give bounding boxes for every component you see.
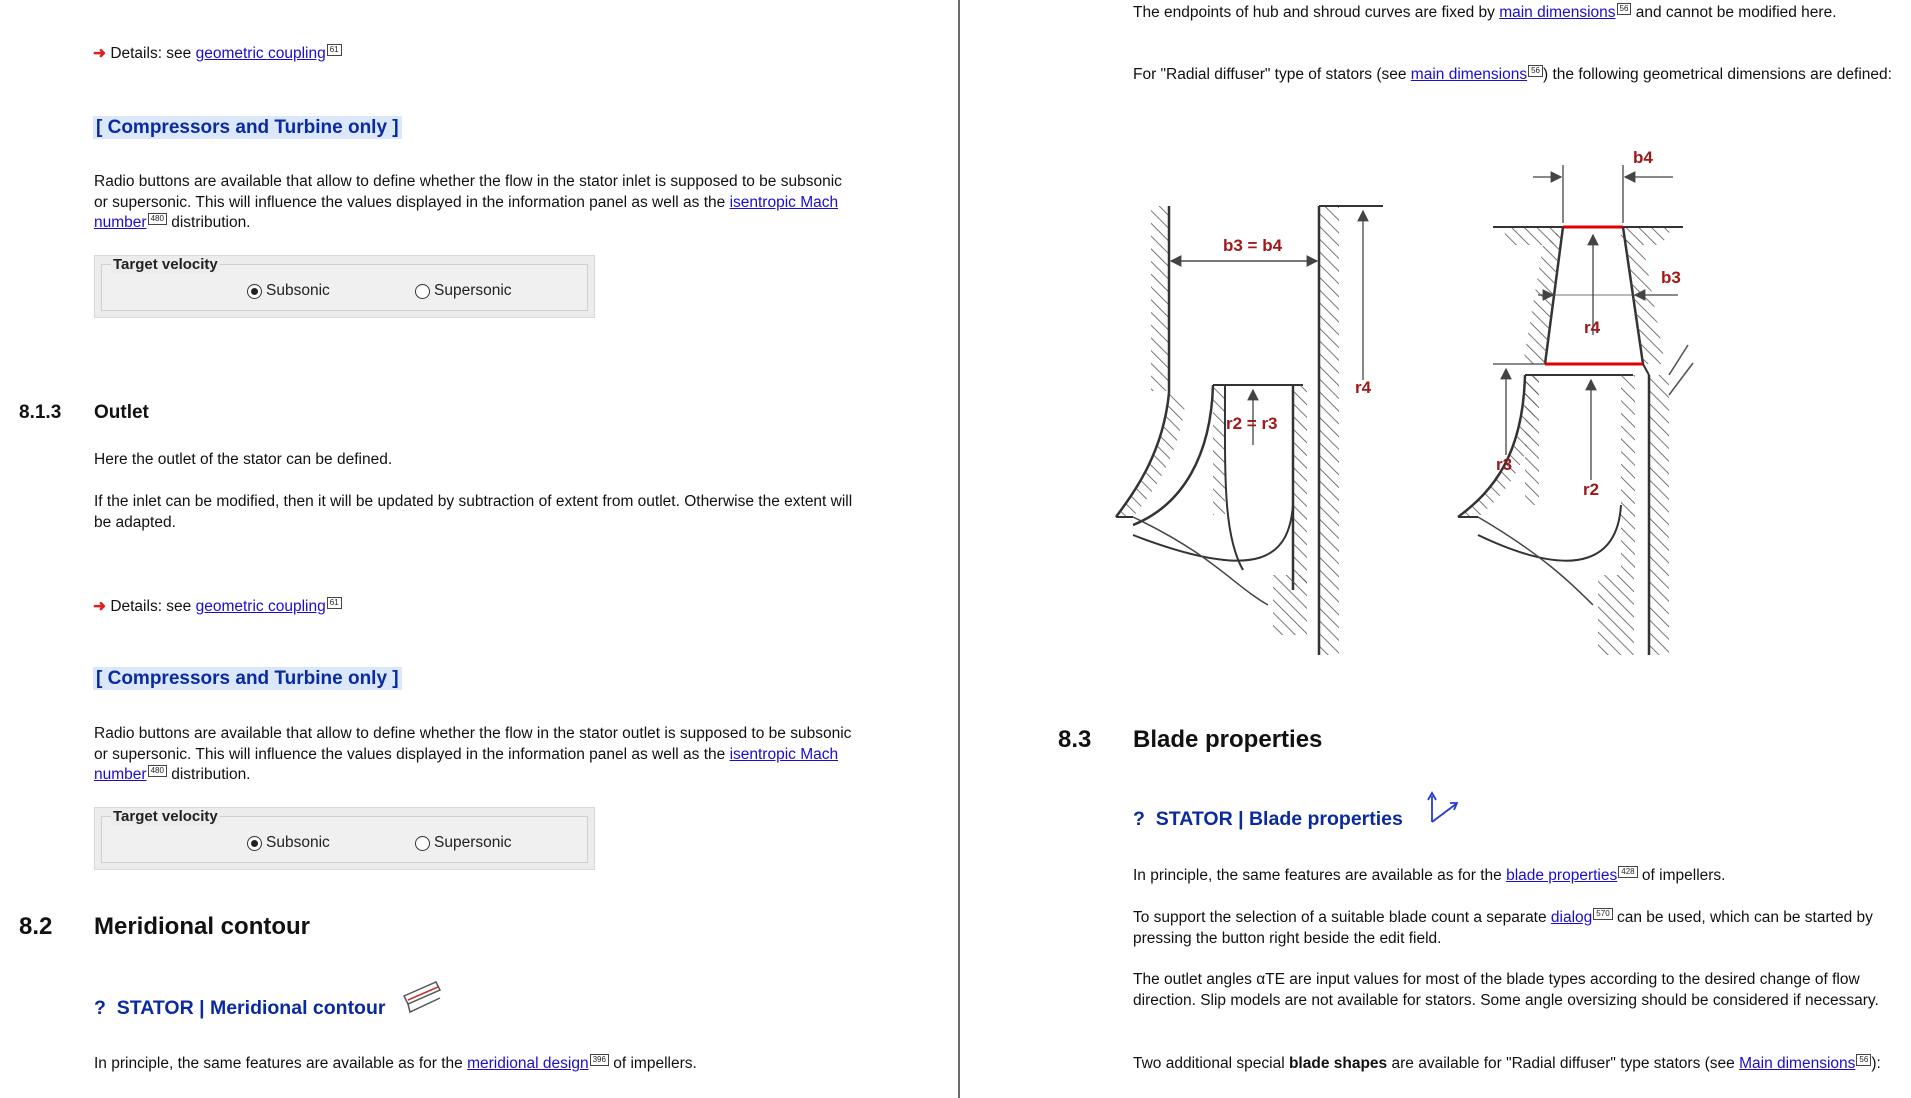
diverging-wall-diagram [1458,148,1693,655]
page-ref: 56 [1528,65,1543,77]
label-b3: b3 [1661,268,1681,287]
page-ref: 61 [327,44,342,56]
dialog-link[interactable]: dialog [1550,909,1593,926]
label-r4-right: r4 [1584,318,1601,337]
outlet-flow-paragraph: Radio buttons are available that allow to define whether the flow in the stator outlet is supposed to be subsonic or supersonic. This will influence the values displayed in the information panel as well as the isentropic Mach number 480 distribution. [94,725,852,783]
stator-blade-heading: ? STATOR | Blade properties [1133,808,1403,830]
outlet-paragraph-1: Here the outlet of the stator can be defined. [94,451,393,468]
radial-diffuser-figure [1113,135,1773,655]
outlet-heading: Outlet [94,402,149,423]
subsonic-radio[interactable]: Subsonic [247,834,330,852]
label-r3: r3 [1496,455,1513,474]
meridional-contour-heading: Meridional contour [94,913,310,940]
blade-paragraph-4: Two additional special blade shapes are available for "Radial diffuser" type stators (see Main dimensions 56 ): [1133,1055,1881,1072]
parallel-wall-diagram [1116,206,1383,655]
compressors-turbine-heading-1: [ Compressors and Turbine only ] [93,117,402,139]
main-dimensions-link[interactable]: main dimensions [1499,4,1616,21]
label-r2: r2 [1583,480,1600,499]
page-ref: 570 [1593,908,1612,920]
main-dimensions-link[interactable]: Main dimensions [1739,1055,1856,1072]
page-divider [958,0,960,1098]
geometric-coupling-link[interactable]: geometric coupling [195,45,326,62]
section-number-83: 8.3 [1058,726,1092,753]
red-arrow-icon: ➜ [93,45,106,62]
compressors-turbine-heading-2: [ Compressors and Turbine only ] [93,668,402,690]
help-icon: ? [94,997,106,1019]
endpoints-paragraph: The endpoints of hub and shroud curves are fixed by main dimensions 56 and cannot be modified here. [1133,4,1837,21]
details-line-2: ➜ Details: see geometric coupling 61 [93,597,342,618]
label-b3-b4: b3 = b4 [1223,236,1283,255]
radio-selected-icon [247,836,262,851]
subsonic-radio[interactable]: Subsonic [247,282,330,300]
section-number-813: 8.1.3 [19,402,62,423]
inlet-paragraph: Radio buttons are available that allow to define whether the flow in the stator inlet is supposed to be subsonic or supersonic. This will influence the values displayed in the information panel as well as the isentropic Mach number 480 distribution. [94,173,842,231]
isentropic-mach-link[interactable]: isentropic Mach number [94,193,839,231]
target-velocity-label: Target velocity [113,808,218,825]
page-ref: 480 [148,213,167,225]
target-velocity-label: Target velocity [113,256,218,273]
stator-meridional-heading: ? STATOR | Meridional contour [94,997,386,1019]
meridional-contour-icon [400,978,444,1016]
details-line-1: ➜ Details: see geometric coupling 61 [93,44,342,65]
page-ref: 56 [1617,3,1632,15]
meridional-design-link[interactable]: meridional design [467,1055,589,1072]
section-number-82: 8.2 [19,913,53,940]
right-page [963,0,1911,1098]
main-dimensions-link[interactable]: main dimensions [1410,66,1528,83]
label-r4: r4 [1355,378,1372,397]
supersonic-radio[interactable]: Supersonic [415,834,512,852]
outlet-paragraph-2: If the inlet can be modified, then it will be updated by subtraction of extent from outlet. Otherwise the extent will be adapted. [94,493,853,531]
help-icon: ? [1133,808,1145,830]
geometric-coupling-link[interactable]: geometric coupling [195,598,326,615]
blade-properties-heading: Blade properties [1133,726,1323,753]
target-velocity-panel-outlet [94,807,595,870]
blade-paragraph-3: The outlet angles αTE are input values for most of the blade types according to the desired change of flow direction. Slip models are not available for stators. Some angle oversizing should be considered if necessary. [1133,971,1879,1009]
page-ref: 61 [327,597,342,609]
radio-unselected-icon [415,836,430,851]
page-ref: 428 [1618,866,1637,878]
blade-properties-link[interactable]: blade properties [1506,867,1618,884]
blade-properties-icon [1426,790,1462,826]
label-b4: b4 [1633,148,1653,167]
target-velocity-panel-inlet [94,255,595,318]
label-r2-r3: r2 = r3 [1226,414,1278,433]
radio-selected-icon [247,284,262,299]
blade-paragraph-1: In principle, the same features are available as for the blade properties 428 of impellers. [1133,867,1726,884]
page-ref: 396 [590,1054,609,1066]
isentropic-mach-link[interactable]: isentropic Mach number [94,745,839,783]
page-ref: 56 [1856,1054,1871,1066]
radial-diffuser-paragraph: For "Radial diffuser" type of stators (see main dimensions 56 ) the following geometrical dimensions are defined: [1133,66,1892,83]
red-arrow-icon: ➜ [93,598,106,615]
page-ref: 480 [148,765,167,777]
blade-paragraph-2: To support the selection of a suitable blade count a separate dialog 570 can be used, which can be started by pressing the button right beside the edit field. [1133,909,1873,947]
meridional-paragraph: In principle, the same features are available as for the meridional design 396 of impellers. [94,1055,697,1072]
supersonic-radio[interactable]: Supersonic [415,282,512,300]
radio-unselected-icon [415,284,430,299]
